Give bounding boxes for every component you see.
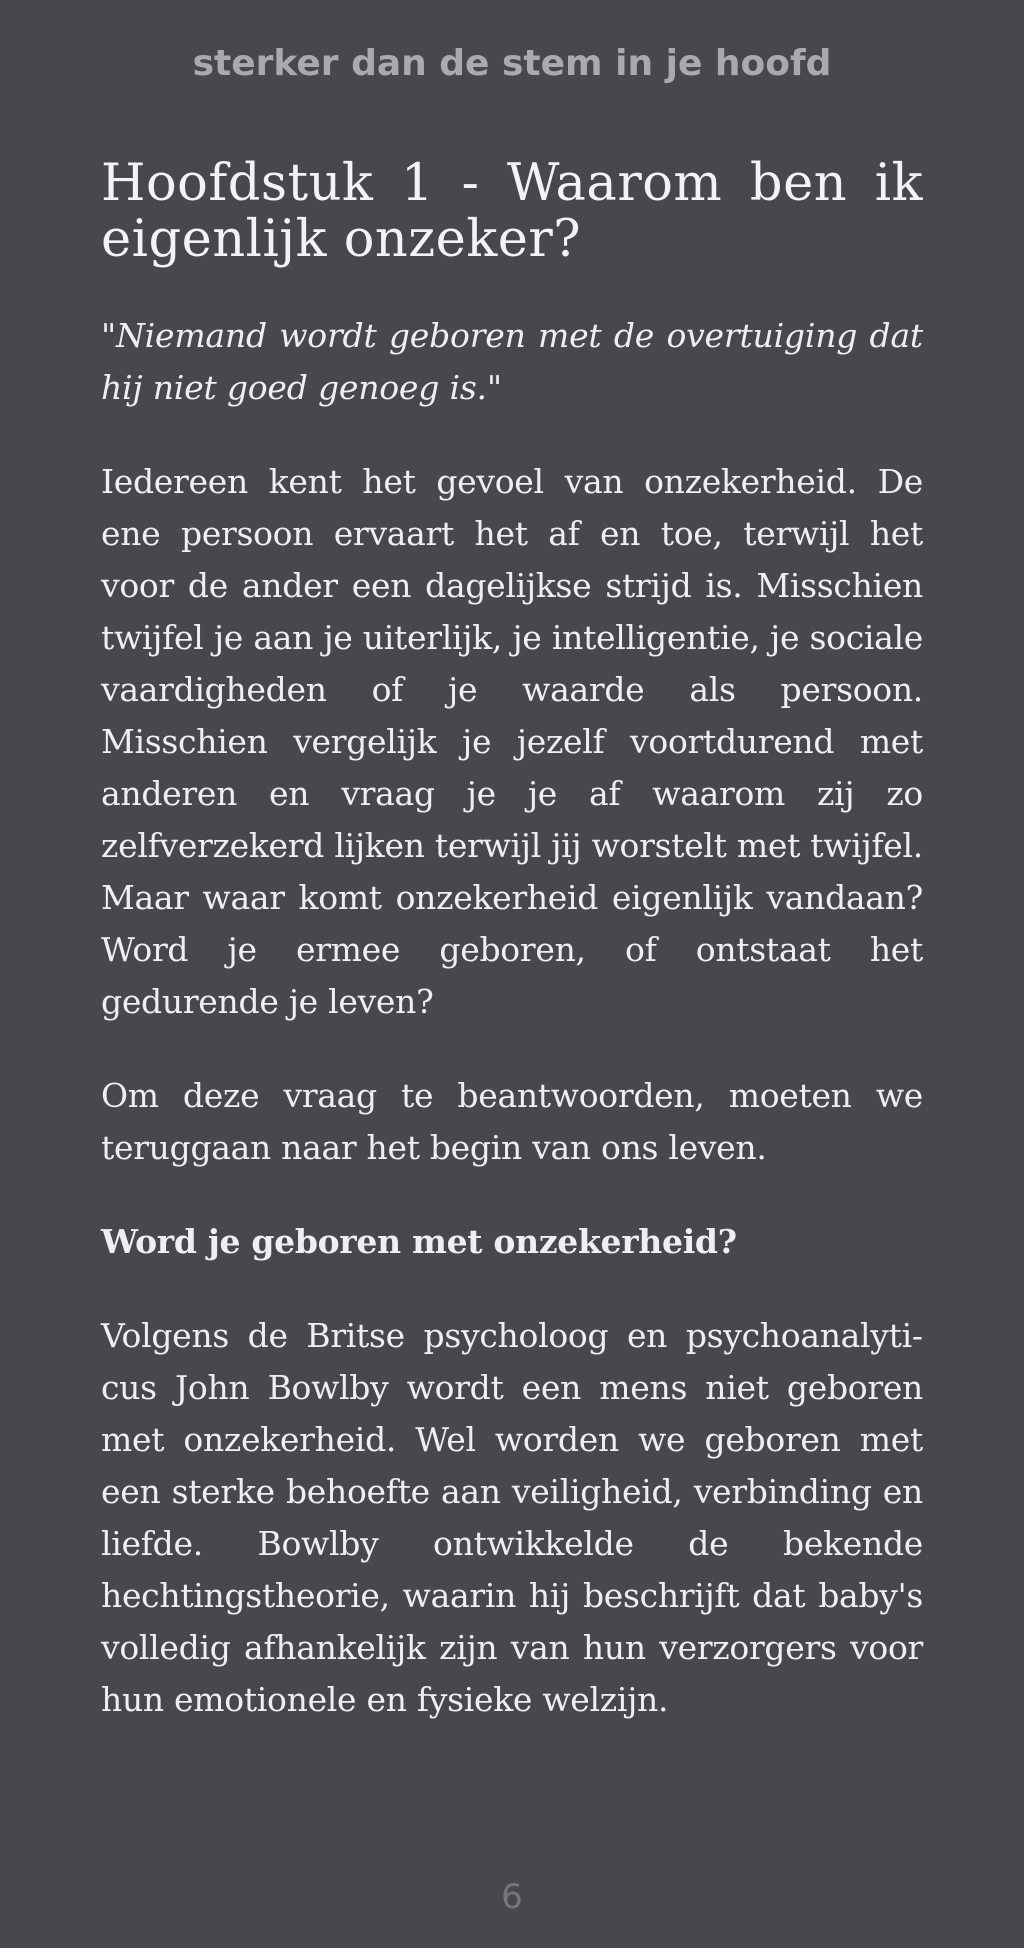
paragraph: Iedereen kent het gevoel van onzekerheid. De ene persoon ervaart het af en toe, terwijl het voor de ander een dagelijkse strijd is. Misschien twijfel je aan je uiterlijk, je intelligentie, je sociale vaardigheden of je waarde als persoon. Misschien vergelijk je jezelf voortdurend met anderen en vraag je je af waarom zij zo zelfverzekerd lijken terwijl jij worstelt met twijfel. Maar waar komt onzekerheid eigenlijk vandaan? Word je ermee geboren, of ontstaat het gedurende je leven? — [101, 462, 923, 1021]
chapter-title: Hoofdstuk 1 - Waarom ben ik eigenlijk onzeker? — [101, 154, 923, 269]
page-number: 6 — [501, 1877, 523, 1917]
page-content — [101, 156, 923, 1768]
paragraph: Om deze vraag te beantwoorden, moeten we teruggaan naar het begin van ons leven. — [101, 1076, 923, 1167]
book-title: sterker dan de stem in je hoofd — [192, 43, 832, 84]
paragraph: Volgens de Britse psycholoog en psychoanalyticus John Bowlby wordt een mens niet geboren met onzekerheid. Wel worden we geboren met een sterke behoefte aan veiligheid, verbinding en liefde. Bowlby ontwikkelde de bekende hechtingstheorie, waarin hij beschrijft dat baby's volledig afhankelijk zijn van hun verzorgers voor hun emotionele en fysieke welzijn. — [101, 1316, 923, 1719]
section-subheading: Word je geboren met onzekerheid? — [101, 1222, 737, 1261]
chapter-quote: "Niemand wordt geboren met de overtuiging dat hij niet goed genoeg is." — [101, 316, 923, 407]
